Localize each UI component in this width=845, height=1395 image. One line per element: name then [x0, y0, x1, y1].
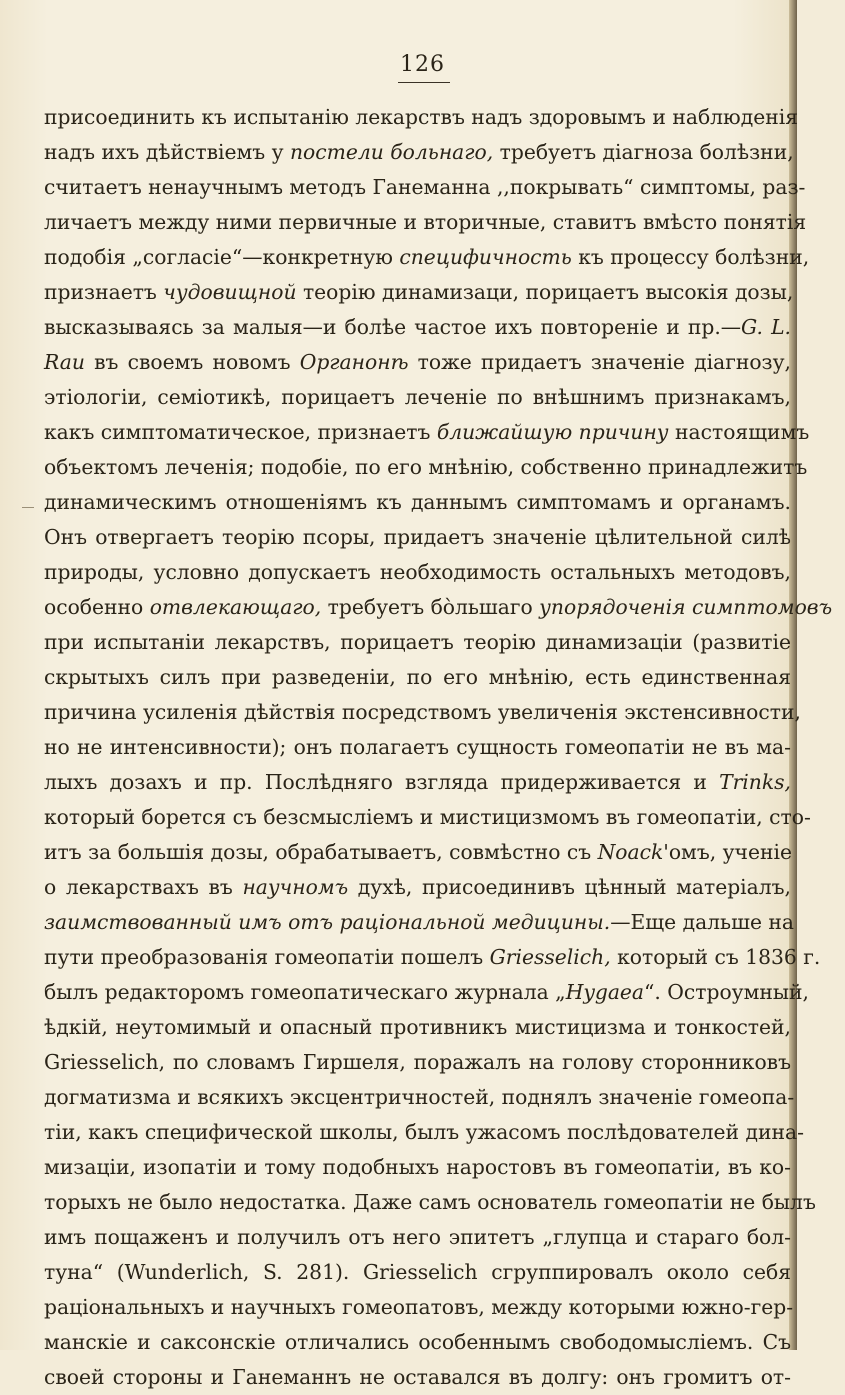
text-line: [44, 345, 791, 380]
text-segment: мизаціи, изопатіи и тому подобныхъ наростовъ въ гомеопатіи, въ ко-: [44, 1155, 791, 1179]
page-number-rule: [398, 82, 450, 83]
text-line: [44, 695, 801, 730]
text-line: [44, 1360, 791, 1395]
text-line: [44, 415, 810, 450]
text-line: [44, 765, 791, 800]
text-segment: но не интенсивности); онъ полагаетъ сущность гомеопатіи не въ ма-: [44, 735, 791, 759]
text-segment: этіологіи, семіотикѣ, порицаетъ леченіе по внѣшнимъ признакамъ,: [44, 385, 791, 409]
italic-text-segment: Noack: [597, 840, 664, 864]
text-line: [44, 1115, 804, 1150]
text-segment: духѣ, присоединивъ цѣнный матеріалъ,: [348, 875, 791, 899]
text-line: [44, 310, 791, 345]
text-segment: былъ редакторомъ гомеопатическаго журнала „: [44, 980, 566, 1004]
text-segment: особенно: [44, 595, 150, 619]
text-segment: ѣдкій, неутомимый и опасный противникъ мистицизма и тонкостей,: [44, 1015, 791, 1039]
text-segment: динамическимъ отношеніямъ къ даннымъ симптомамъ и органамъ.: [44, 490, 791, 514]
text-segment: пути преобразованія гомеопатіи пошелъ: [44, 945, 490, 969]
italic-text-segment: отвлекающаго,: [149, 595, 322, 619]
italic-text-segment: научномъ: [242, 875, 349, 899]
text-line: [44, 800, 811, 835]
text-line: [44, 1080, 795, 1115]
text-line: [44, 240, 810, 275]
text-line: [44, 520, 791, 555]
italic-text-segment: ближайшую причину: [436, 420, 669, 444]
text-segment: догматизма и всякихъ эксцентричностей, поднялъ значеніе гомеопа-: [44, 1085, 795, 1109]
text-segment: къ процессу болѣзни,: [571, 245, 810, 269]
text-segment: Онъ отвергаетъ теорію псоры, придаетъ значеніе цѣлительной силѣ: [44, 525, 791, 549]
italic-text-segment: постели больнаго,: [289, 140, 494, 164]
text-line: [44, 730, 791, 765]
text-segment: надъ ихъ дѣйствіемъ у: [44, 140, 290, 164]
text-segment: требуетъ бо̀льшаго: [321, 595, 540, 619]
text-segment: объектомъ леченія; подобіе, по его мнѣнію, собственно принадлежитъ: [44, 455, 808, 479]
italic-text-segment: Griesselich,: [489, 945, 611, 969]
italic-text-segment: G. L.: [741, 315, 791, 339]
text-segment: причина усиленія дѣйствія посредствомъ увеличенія экстенсивности,: [44, 700, 801, 724]
text-line: [44, 1045, 791, 1080]
text-segment: признаетъ: [44, 280, 164, 304]
text-line: [44, 170, 806, 205]
italic-text-segment: чудовищной: [163, 280, 297, 304]
italic-text-segment: заимствованный имъ отъ раціональной медицины.: [44, 910, 611, 934]
text-segment: тіи, какъ специфической школы, былъ ужасомъ послѣдователей дина-: [44, 1120, 804, 1144]
text-segment: 'омъ, ученіе: [663, 840, 792, 864]
text-line: [44, 555, 791, 590]
text-line: [44, 100, 799, 135]
text-line: [44, 135, 794, 170]
text-segment: скрытыхъ силъ при разведеніи, по его мнѣнію, есть единственная: [44, 665, 791, 689]
body-text: [44, 100, 833, 1395]
text-line: [44, 1010, 791, 1045]
text-segment: своей стороны и Ганеманнъ не оставался въ долгу: онъ громитъ от-: [44, 1365, 791, 1389]
text-segment: личаетъ между ними первичные и вторичные, ставитъ вмѣсто понятія: [44, 210, 807, 234]
text-segment: “. Остроумный,: [644, 980, 810, 1004]
text-line: [44, 975, 810, 1010]
text-line: [44, 1150, 791, 1185]
margin-mark: [22, 507, 34, 508]
text-segment: который борется съ безсмысліемъ и мистицизмомъ въ гомеопатіи, сто-: [44, 805, 811, 829]
text-line: [44, 660, 791, 695]
text-segment: требуетъ діагноза болѣзни,: [493, 140, 794, 164]
italic-text-segment: специфичность: [399, 245, 572, 269]
text-line: [44, 625, 791, 660]
text-line: [44, 1255, 791, 1290]
text-line: [44, 590, 833, 625]
italic-text-segment: Trinks,: [719, 770, 791, 794]
text-segment: раціональныхъ и научныхъ гомеопатовъ, между которыми южно-гер-: [44, 1295, 794, 1319]
text-segment: имъ пощаженъ и получилъ отъ него эпитетъ „глупца и стараго бол-: [44, 1225, 791, 1249]
text-segment: —Еще дальше на: [610, 910, 795, 934]
text-segment: какъ симптоматическое, признаетъ: [44, 420, 437, 444]
text-segment: туна“ (Wunderlich, S. 281). Griesselich сгруппировалъ около себя: [44, 1260, 791, 1284]
text-segment: теорію динамизаци, порицаетъ высокія дозы,: [296, 280, 794, 304]
italic-text-segment: упорядоченія симптомовъ: [539, 595, 833, 619]
text-segment: высказываясь за малыя—и болѣе частое ихъ повтореніе и пр.—: [44, 315, 742, 339]
italic-text-segment: Органонѣ: [299, 350, 409, 374]
text-line: [44, 450, 808, 485]
text-line: [44, 1220, 791, 1255]
text-segment: считаетъ ненаучнымъ методъ Ганеманна ,,покрывать“ симптомы, раз-: [44, 175, 806, 199]
text-line: [44, 1185, 816, 1220]
text-segment: итъ за большія дозы, обрабатываетъ, совмѣстно съ: [44, 840, 598, 864]
text-segment: который съ 1836 г.: [610, 945, 821, 969]
text-line: [44, 275, 794, 310]
text-line: [44, 1325, 791, 1360]
text-segment: настоящимъ: [668, 420, 810, 444]
text-line: [44, 205, 807, 240]
text-segment: подобія „согласіе“—конкретную: [44, 245, 400, 269]
italic-text-segment: Hygaea: [565, 980, 645, 1004]
text-line: [44, 380, 791, 415]
text-segment: при испытаніи лекарствъ, порицаетъ теорію динамизаціи (развитіе: [44, 630, 791, 654]
text-line: [44, 905, 795, 940]
text-line: [44, 940, 821, 975]
text-segment: торыхъ не было недостатка. Даже самъ основатель гомеопатіи не былъ: [44, 1190, 816, 1214]
text-line: [44, 1290, 794, 1325]
text-segment: лыхъ дозахъ и пр. Послѣдняго взгляда придерживается и: [44, 770, 720, 794]
text-line: [44, 485, 791, 520]
text-segment: о лекарствахъ въ: [44, 875, 243, 899]
text-segment: въ своемъ новомъ: [84, 350, 300, 374]
text-segment: манскіе и саксонскіе отличались особеннымъ свободомысліемъ. Съ: [44, 1330, 791, 1354]
page-number: 126: [400, 52, 445, 77]
text-segment: природы, условно допускаетъ необходимость остальныхъ методовъ,: [44, 560, 791, 584]
text-segment: Griesselich, по словамъ Гиршеля, поражалъ на голову сторонниковъ: [44, 1050, 791, 1074]
text-line: [44, 835, 791, 870]
text-segment: тоже придаетъ значеніе діагнозу,: [408, 350, 791, 374]
text-segment: присоединить къ испытанію лекарствъ надъ здоровымъ и наблюденія: [44, 105, 799, 129]
italic-text-segment: Rau: [44, 350, 85, 374]
text-line: [44, 870, 791, 905]
